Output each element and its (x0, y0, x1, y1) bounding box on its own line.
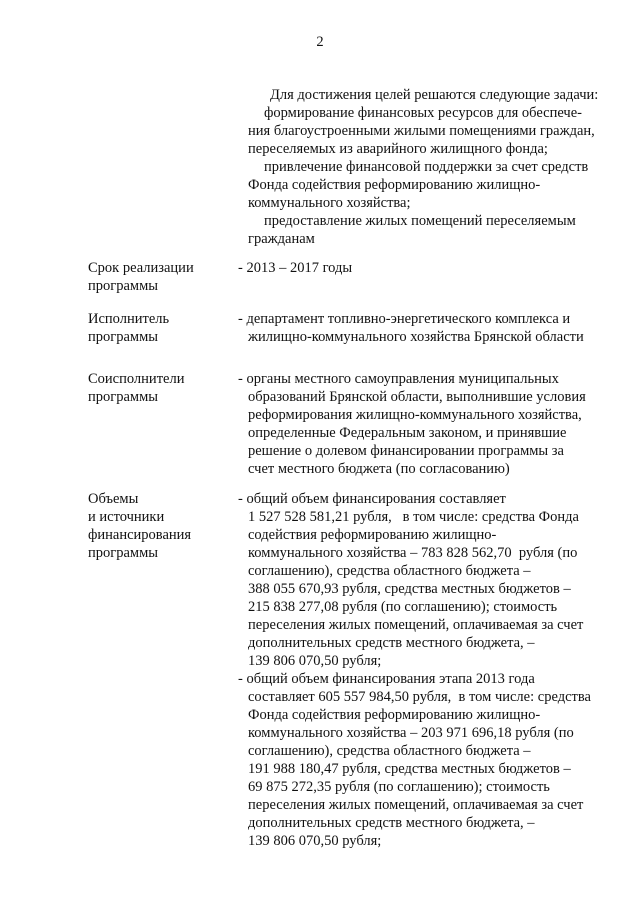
label-line: программы (88, 329, 158, 345)
funding-line: переселения жилых помещений, оплачиваемая за счет (248, 797, 584, 813)
funding-line: дополнительных средств местного бюджета, – (248, 635, 535, 651)
funding-line: Фонда содействия реформированию жилищно- (248, 707, 541, 723)
coexecutors-line: решение о долевом финансировании программы за (248, 443, 564, 459)
funding-line: 1 527 528 581,21 рубля, в том числе: средства Фонда (248, 509, 579, 525)
funding-line: 69 875 272,35 рубля (по соглашению); стоимость (248, 779, 550, 795)
tasks-line: гражданам (248, 231, 315, 247)
funding-line: коммунального хозяйства – 783 828 562,70 рубля (по (248, 545, 578, 561)
funding-line: составляет 605 557 984,50 рубля, в том числе: средства (248, 689, 591, 705)
tasks-line: ния благоустроенными жилыми помещениями граждан, (248, 123, 595, 139)
tasks-line: привлечение финансовой поддержки за счет средств (264, 159, 589, 175)
funding-line: дополнительных средств местного бюджета, – (248, 815, 535, 831)
term-value: - 2013 – 2017 годы (238, 260, 353, 276)
funding-line: - общий объем финансирования составляет (238, 491, 506, 507)
label-line: Объемы (88, 491, 139, 507)
label-line: программы (88, 278, 158, 294)
funding-line: 139 806 070,50 рубля; (248, 653, 382, 669)
coexecutors-line: счет местного бюджета (по согласованию) (248, 461, 510, 477)
label-line: Исполнитель (88, 311, 170, 327)
funding-line: соглашению), средства областного бюджета – (248, 563, 531, 579)
tasks-line: коммунального хозяйства; (248, 195, 411, 211)
coexecutors-line: образований Брянской области, выполнившие условия (248, 389, 586, 405)
page-number: 2 (316, 34, 324, 50)
executor-label (88, 310, 169, 346)
funding-line: коммунального хозяйства – 203 971 696,18 рубля (по (248, 725, 574, 741)
funding-label (88, 490, 191, 562)
funding-line: 215 838 277,08 рубля (по соглашению); стоимость (248, 599, 558, 615)
term-label (88, 259, 194, 295)
coexecutors-line: - органы местного самоуправления муниципальных (238, 371, 559, 387)
tasks-line: Фонда содействия реформированию жилищно- (248, 177, 541, 193)
coexecutors-line: определенные Федеральным законом, и принявшие (248, 425, 567, 441)
label-line: Срок реализации (88, 260, 194, 276)
funding-line: содействия реформированию жилищно- (248, 527, 497, 543)
tasks-line: Для достижения целей решаются следующие задачи: (270, 87, 599, 103)
tasks-line: переселяемых из аварийного жилищного фонда; (248, 141, 548, 157)
label-line: Соисполнители (88, 371, 185, 387)
executor-line: - департамент топливно-энергетического комплекса и (238, 311, 571, 327)
label-line: программы (88, 389, 158, 405)
funding-line: 139 806 070,50 рубля; (248, 833, 382, 849)
executor-line: жилищно-коммунального хозяйства Брянской области (248, 329, 584, 345)
tasks-line: формирование финансовых ресурсов для обеспече- (264, 105, 582, 121)
label-line: финансирования (88, 527, 192, 543)
funding-line: переселения жилых помещений, оплачиваемая за счет (248, 617, 584, 633)
tasks-line: предоставление жилых помещений переселяемым (264, 213, 576, 229)
funding-line: 388 055 670,93 рубля, средства местных бюджетов – (248, 581, 571, 597)
funding-line: соглашению), средства областного бюджета – (248, 743, 531, 759)
funding-line: 191 988 180,47 рубля, средства местных бюджетов – (248, 761, 571, 777)
label-line: программы (88, 545, 158, 561)
label-line: и источники (88, 509, 165, 525)
coexecutors-line: реформирования жилищно-коммунального хозяйства, (248, 407, 582, 423)
funding-line: - общий объем финансирования этапа 2013 года (238, 671, 535, 687)
coexecutors-label (88, 370, 184, 406)
